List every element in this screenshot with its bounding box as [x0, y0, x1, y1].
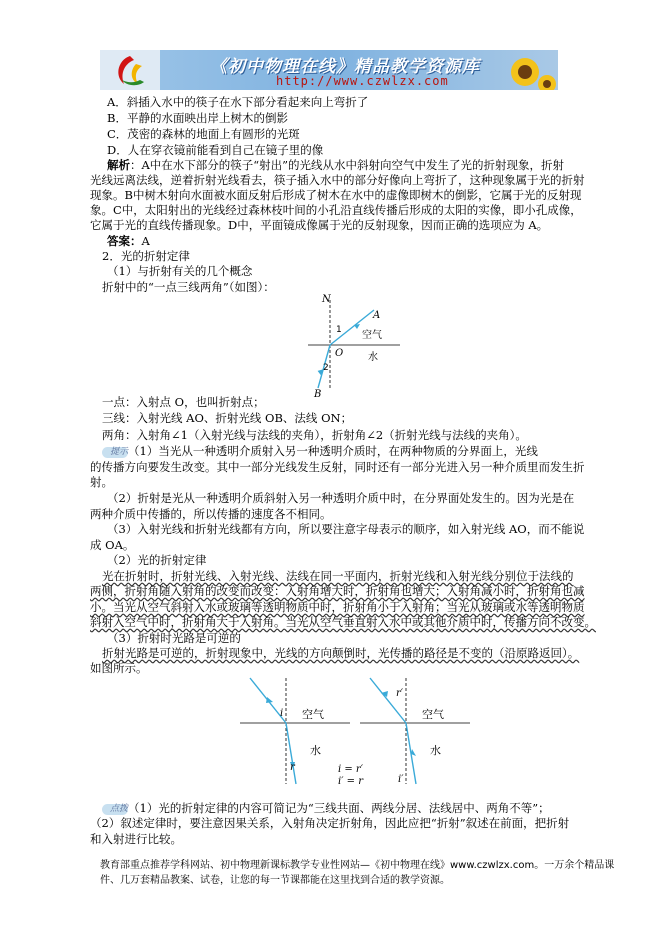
analysis-line-4: 象。C中，太阳射出的光线经过森林枝叶间的小孔沿直线传播后形成的太阳的实像，即小孔成像， [90, 203, 582, 217]
footer-line-2: 件、几万套精品教案、试卷，让您的每一节课都能在这里找到合适的教学资源。 [100, 875, 450, 886]
reversibility-diagram [240, 672, 480, 792]
label-water-right: 水 [430, 744, 441, 757]
header-banner [100, 50, 558, 90]
reversible-line-2: 如图所示。 [90, 661, 148, 675]
law-title: （2）光的折射定律 [107, 553, 207, 567]
analysis-line-1: 解析：A中在水下部分的筷子“射出”的光线从水中斜射向空气中发生了光的折射现象，折射 [107, 158, 565, 172]
label-water: 水 [368, 352, 378, 363]
option-a: A．斜插入水中的筷子在水下部分看起来向上弯折了 [107, 95, 369, 109]
note-3-line-2: 成 OA。 [90, 538, 135, 552]
hint-badge-icon: 提示 [102, 447, 128, 458]
arrow-left-in-icon [266, 697, 273, 703]
refracted-ray-right [370, 678, 406, 723]
note-2-line-2: 两种介质中传播的，所以传播的速度各不相同。 [90, 507, 332, 521]
note-2-line-1: （2）折射是光从一种透明介质斜射入另一种透明介质中时，在分界面处发生的。因为光是在 [107, 491, 575, 505]
banner-url[interactable]: http://www.czwlzx.com [276, 74, 449, 88]
option-c: C．茂密的森林的地面上有圆形的光斑 [107, 127, 300, 141]
page-footer [100, 858, 615, 888]
answer-label: 答案： [107, 234, 142, 248]
option-b: B．平静的水面映出岸上树木的倒影 [107, 111, 288, 125]
label-air: 空气 [362, 330, 382, 341]
equation-2: i′ = r [338, 776, 363, 787]
label-b: B [314, 389, 322, 400]
analysis-line-2: 光线远离法线，逆着折射光线看去，筷子插入水中的部分好像向上弯折了，这种现象属于光的折射 [90, 173, 585, 187]
analysis-line-3: 现象。B中树木射向水面被水面反射后形成了树木在水中的虚像即树木的倒影，它属于光的反射现 [90, 188, 582, 202]
note-3-line-1: （3）入射光线和折射光线都有方向，所以要注意字母表示的顺序，如入射光线 AO，而不能说 [107, 522, 585, 536]
label-air-left: 空气 [302, 708, 324, 721]
analysis-line-5: 它属于光的直线传播现象。D中，平面镜成像属于光的反射现象，因而正确的选项应为 A。 [90, 218, 549, 232]
analysis-label: 解析 [107, 158, 130, 172]
summary-line-1: 点拨 （1）光的折射定律的内容可简记为“三线共面、两线分居、法线居中、两角不等”； [102, 801, 550, 816]
refraction-diagram [300, 290, 420, 402]
answer [107, 234, 150, 249]
banner-title: 《初中物理在线》精品教学资源库 [210, 57, 480, 77]
label-i-prime: i′ [398, 774, 404, 785]
law-line-1: 光在折射时，折射光线、入射光线、法线在同一平面内，折射光线和入射光线分别位于法线的 [102, 569, 574, 583]
label-a: A [373, 310, 381, 321]
note-1-line-3: 射。 [90, 475, 113, 489]
law-line-3: 小。当光从空气斜射入水或玻璃等透明物质中时，折射角小于入射角；当光从玻璃或水等透明物质 [90, 600, 585, 614]
concept-point: 一点：入射点 O，也叫折射点； [102, 395, 265, 409]
label-angle-2: 2 [323, 363, 329, 373]
refracted-ray-left [286, 723, 296, 784]
footer-line-1: 教育部重点推荐学科网站、初中物理新课标教学专业性网站—《初中物理在线》www.czwlzx.com。一万余个精品课 [100, 860, 615, 871]
label-angle-1: 1 [336, 325, 342, 335]
answer-value: A [141, 234, 150, 248]
option-d: D．人在穿衣镜前能看到自己在镜子里的像 [107, 143, 324, 157]
label-air-right: 空气 [422, 708, 444, 721]
tip-badge-icon: 点拨 [102, 804, 128, 815]
section-2-intro: 折射中的“一点三线两角”（如图）： [102, 280, 275, 294]
label-water-left: 水 [310, 744, 321, 757]
section-2-sub-1: （1）与折射有关的几个概念 [107, 264, 253, 278]
reversible-title: （3）折射时光路是可逆的 [107, 631, 241, 645]
concept-angles: 两角：入射角∠1（入射光线与法线的夹角），折射角∠2（折射光线与法线的夹角）。 [102, 428, 527, 442]
label-r: r [290, 762, 295, 773]
summary-line-2: （2）叙述定律时，要注意因果关系，入射角决定折射角，因此应把“折射”叙述在前面，把折射 [90, 816, 570, 830]
label-o: O [335, 348, 344, 359]
note-1-line-1: 提示 （1）当光从一种透明介质射入另一种透明介质时，在两种物质的分界面上，光线 [102, 444, 538, 459]
label-r-prime: r′ [396, 688, 404, 699]
section-2-title: 2．光的折射定律 [102, 249, 190, 263]
label-i: i [280, 708, 284, 719]
label-n: N [322, 294, 331, 305]
equation-1: i = r′ [338, 764, 363, 775]
summary-line-3: 和入射进行比较。 [90, 832, 182, 846]
law-line-4: 斜射入空气中时，折射角大于入射角。当光从空气垂直射入水中或其他介质中时，传播方向不改变。 [90, 615, 596, 629]
reversible-line-1: 折射光路是可逆的，折射现象中，光线的方向颠倒时，光传播的路径是不变的（沿原路返回）。 [102, 646, 580, 660]
note-1-line-2: 的传播方向要发生改变。其中一部分光线发生反射，同时还有一部分光进入另一种介质里而发生折 [90, 460, 585, 474]
concept-lines: 三线：入射光线 AO、折射光线 OB、法线 ON； [102, 411, 353, 425]
law-line-2: 两侧，折射角随入射角的改变而改变：入射角增大时，折射角也增大；入射角减小时，折射角也减 [90, 584, 585, 598]
